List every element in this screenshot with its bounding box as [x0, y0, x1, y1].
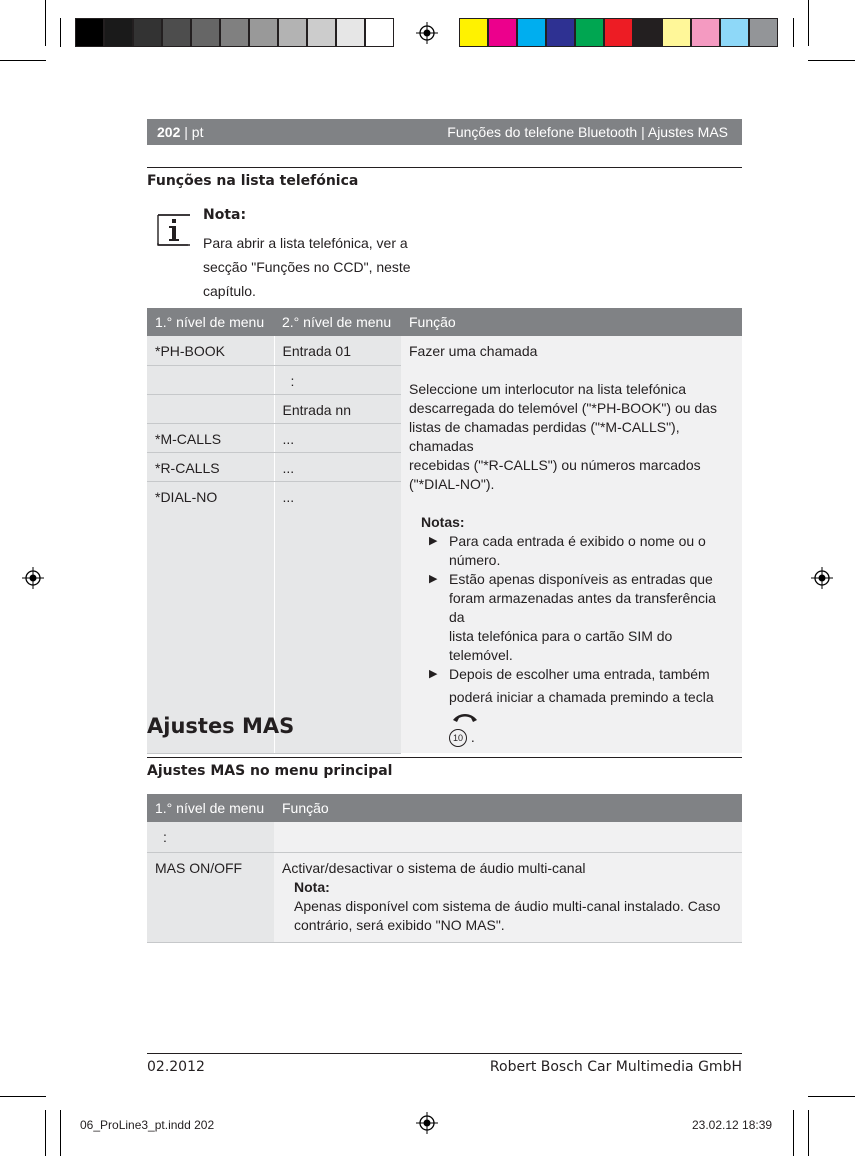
function-cell — [401, 336, 742, 753]
crop-mark — [793, 1110, 794, 1156]
table-cell: ... — [274, 423, 401, 452]
color-swatch — [720, 18, 749, 47]
note-line: foram armazenadas antes da transferência da — [449, 590, 716, 625]
subsection-heading: Ajustes MAS no menu principal — [147, 763, 393, 779]
table-cell: *DIAL-NO — [147, 481, 274, 753]
info-icon — [157, 214, 191, 246]
registration-mark-icon — [416, 1112, 438, 1134]
table-cell — [147, 365, 274, 394]
footer-rule — [147, 1053, 742, 1054]
note-line: Para cada entrada é exibido o nome ou o — [449, 533, 706, 549]
gray-swatch — [162, 18, 191, 47]
color-swatch — [546, 18, 575, 47]
gray-swatch — [220, 18, 249, 47]
note-text — [203, 231, 411, 303]
color-swatch — [575, 18, 604, 47]
note-line: número. — [449, 552, 501, 568]
arrow-bullet-icon: ▶ — [429, 573, 438, 585]
crop-mark — [808, 1096, 855, 1097]
table-cell: *M-CALLS — [147, 423, 274, 452]
note-line: capítulo. — [203, 283, 256, 299]
table-cell: ... — [274, 481, 401, 753]
footer-date: 02.2012 — [147, 1059, 205, 1075]
gray-swatch — [365, 18, 394, 47]
footer-company: Robert Bosch Car Multimedia GmbH — [489, 1059, 742, 1075]
section-heading: Ajustes MAS — [147, 714, 295, 738]
color-swatch — [662, 18, 691, 47]
table-header: 1.° nível de menu — [147, 308, 274, 336]
phonebook-table — [147, 308, 742, 754]
key-suffix: . — [470, 729, 475, 745]
gray-swatch — [75, 18, 104, 47]
crop-mark — [808, 60, 855, 61]
table-header: Função — [274, 794, 742, 822]
function-desc-line: Seleccione um interlocutor na lista telefónica — [409, 381, 687, 397]
crop-mark — [60, 18, 61, 47]
crop-mark — [0, 1096, 46, 1097]
section-rule — [147, 757, 742, 758]
crop-mark — [808, 0, 809, 46]
table-row — [147, 822, 742, 852]
gray-swatch — [249, 18, 278, 47]
gray-swatch — [104, 18, 133, 47]
table-cell: *R-CALLS — [147, 452, 274, 481]
crop-mark — [0, 60, 46, 61]
function-desc-line: recebidas ("*R-CALLS") ou números marcados — [409, 457, 701, 473]
language-tag: | pt — [184, 124, 204, 140]
notes-title: Notas: — [421, 514, 465, 530]
gray-swatch — [191, 18, 220, 47]
table-cell — [147, 394, 274, 423]
color-swatch — [691, 18, 720, 47]
gray-swatch — [336, 18, 365, 47]
note-title: Nota: — [203, 207, 247, 223]
table-cell: : — [147, 822, 274, 852]
color-swatch — [459, 18, 488, 47]
function-line: Activar/desactivar o sistema de áudio multi-canal — [282, 859, 586, 876]
note-line: Estão apenas disponíveis as entradas que — [449, 571, 713, 587]
slug-timestamp: 23.02.12 18:39 — [692, 1118, 773, 1132]
key-number-badge: 10 — [449, 729, 467, 747]
function-desc-line: listas de chamadas perdidas ("*M-CALLS"), chamadas — [409, 419, 680, 454]
table-cell: *PH-BOOK — [147, 336, 274, 365]
color-swatch — [517, 18, 546, 47]
note-item — [421, 570, 734, 665]
color-swatch — [488, 18, 517, 47]
note-title: Nota: — [294, 878, 330, 895]
note-line: lista telefónica para o cartão SIM do telemóvel. — [449, 628, 673, 663]
table-cell: MAS ON/OFF — [147, 852, 274, 942]
phone-handset-icon — [451, 710, 479, 724]
crop-mark — [808, 1110, 809, 1156]
note-line: contrário, será exibido "NO MAS". — [294, 916, 505, 933]
registration-mark-icon — [416, 22, 438, 44]
note-line: Para abrir a lista telefónica, ver a — [203, 235, 408, 251]
registration-mark-icon — [811, 567, 833, 589]
note-line: Apenas disponível com sistema de áudio multi-canal instalado. Caso — [294, 897, 721, 914]
table-cell: Entrada nn — [274, 394, 401, 423]
page-number: 202 — [157, 124, 181, 140]
note-line: Depois de escolher uma entrada, também — [449, 666, 710, 682]
crop-mark — [60, 1110, 61, 1156]
section-title: Funções do telefone Bluetooth | Ajustes MAS — [447, 124, 728, 140]
color-swatch — [749, 18, 778, 47]
function-desc-line: ("*DIAL-NO"). — [409, 476, 495, 492]
page-header-bar — [147, 119, 742, 145]
section-heading: Funções na lista telefónica — [147, 173, 359, 189]
color-swatch — [604, 18, 633, 47]
function-desc-line: descarregada do telemóvel ("*PH-BOOK") ou das — [409, 400, 717, 416]
note-line: poderá iniciar a chamada premindo a tecla — [449, 689, 714, 705]
gray-swatch — [278, 18, 307, 47]
registration-mark-icon — [22, 567, 44, 589]
arrow-bullet-icon: ▶ — [429, 668, 438, 680]
table-cell: ... — [274, 452, 401, 481]
arrow-bullet-icon: ▶ — [429, 535, 438, 547]
table-cell — [274, 852, 742, 942]
crop-mark — [45, 1110, 46, 1156]
note-line: secção "Funções no CCD", neste — [203, 259, 411, 275]
slug-file: 06_ProLine3_pt.indd 202 — [80, 1118, 215, 1132]
note-item — [421, 665, 734, 747]
section-rule — [147, 167, 742, 168]
table-header: 1.° nível de menu — [147, 794, 274, 822]
function-title: Fazer uma chamada — [409, 343, 538, 359]
table-row — [147, 336, 742, 365]
table-cell — [274, 822, 742, 852]
table-header: 2.° nível de menu — [274, 308, 401, 336]
note-item — [421, 532, 734, 570]
crop-mark — [793, 18, 794, 47]
table-row — [147, 852, 742, 942]
table-cell: Entrada 01 — [274, 336, 401, 365]
table-cell: : — [274, 365, 401, 394]
color-swatch — [633, 18, 662, 47]
gray-swatch — [133, 18, 162, 47]
table-header: Função — [401, 308, 742, 336]
crop-mark — [45, 0, 46, 46]
mas-table — [147, 794, 742, 943]
gray-swatch — [307, 18, 336, 47]
